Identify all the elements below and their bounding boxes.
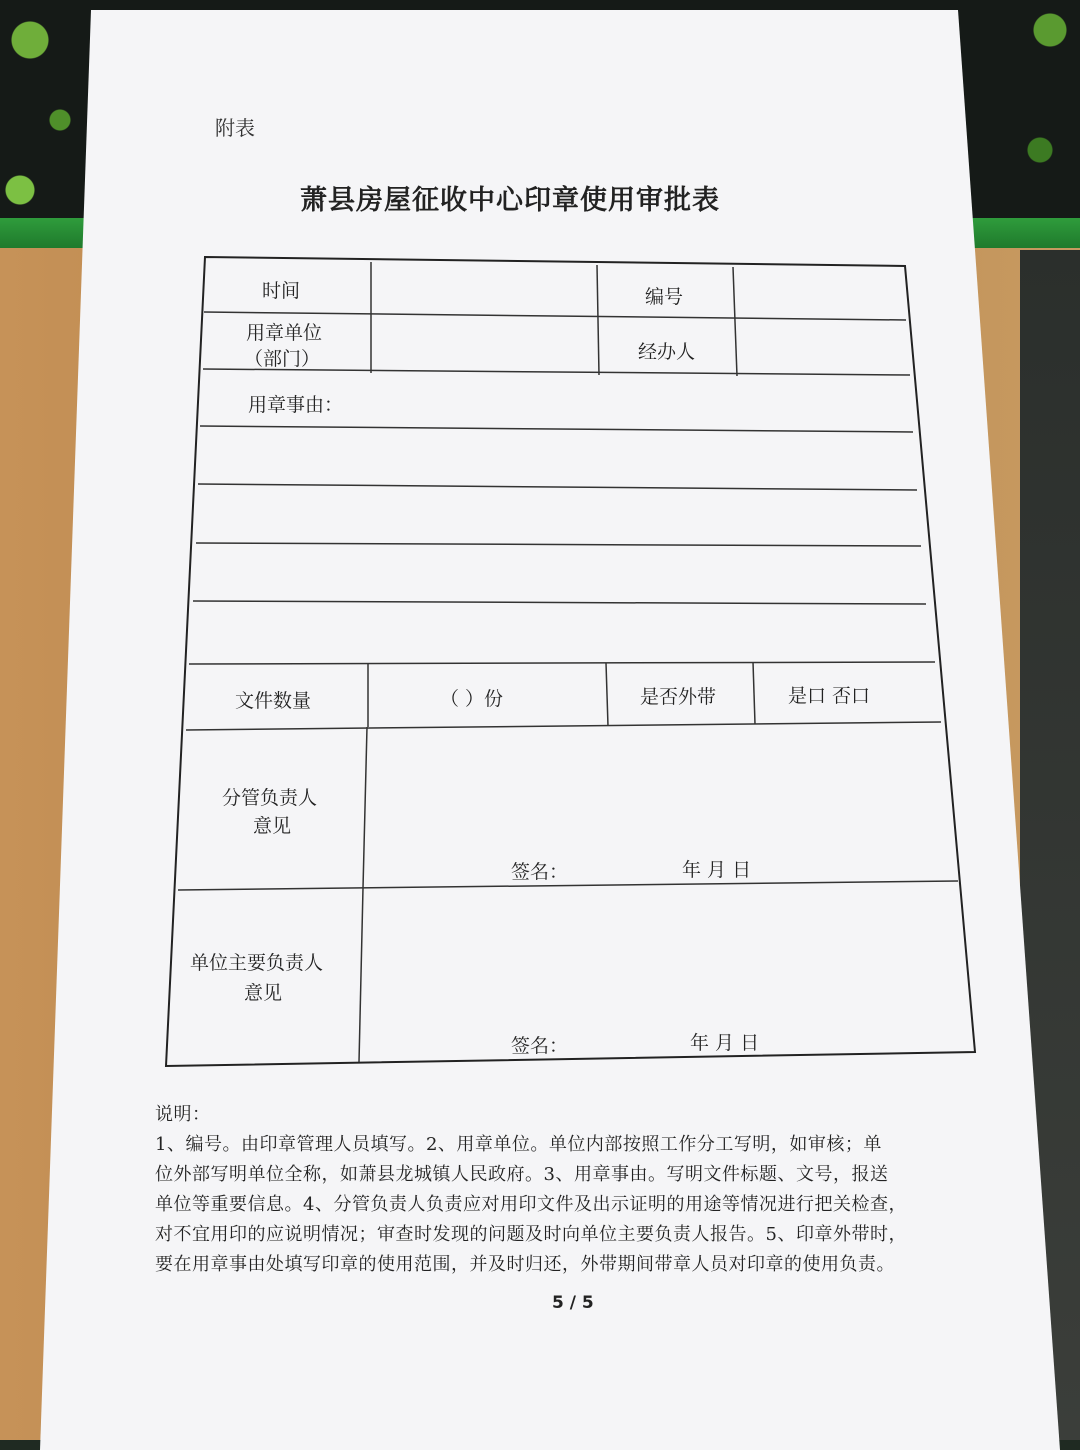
file-count-label: 文件数量 — [235, 690, 312, 712]
notes-line: 位外部写明单位全称，如萧县龙城镇人民政府。3、用章事由。写明文件标题、文号，报送 — [155, 1164, 889, 1185]
page-number: 5 / 5 — [552, 1293, 594, 1313]
take-out-options: 是口 否口 — [788, 685, 871, 707]
head-date-label: 年 月 日 — [690, 1032, 760, 1054]
reason-label: 用章事由： — [248, 394, 344, 416]
file-count-value: （ ）份 — [440, 688, 504, 710]
document-title: 萧县房屋征收中心印章使用审批表 — [300, 185, 720, 216]
notes-title: 说明： — [155, 1104, 211, 1125]
notes-section — [155, 1100, 970, 1280]
supervisor-opinion-line2: 意见 — [253, 815, 292, 837]
head-signature-label: 签名： — [511, 1035, 569, 1057]
unit-label-line2: （部门） — [244, 348, 321, 370]
head-opinion-line2: 意见 — [244, 982, 283, 1004]
notes-line: 要在用章事由处填写印章的使用范围，并及时归还，外带期间带章人员对印章的使用负责。 — [155, 1254, 895, 1275]
time-label: 时间 — [262, 280, 301, 302]
notes-line: 1、编号。由印章管理人员填写。2、用章单位。单位内部按照工作分工写明，如审核；单 — [155, 1134, 882, 1155]
notes-line: 单位等重要信息。4、分管负责人负责应对用印文件及出示证明的用途等情况进行把关检查， — [155, 1194, 907, 1215]
take-out-label: 是否外带 — [640, 686, 717, 708]
number-label: 编号 — [645, 286, 684, 308]
notes-line: 对不宜用印的应说明情况；审查时发现的问题及时向单位主要负责人报告。5、印章外带时， — [155, 1224, 907, 1245]
handler-label: 经办人 — [638, 341, 696, 363]
supervisor-opinion-line1: 分管负责人 — [222, 787, 318, 809]
supervisor-signature-label: 签名： — [511, 861, 569, 883]
supervisor-date-label: 年 月 日 — [682, 859, 752, 881]
head-opinion-line1: 单位主要负责人 — [190, 952, 324, 974]
unit-label-line1: 用章单位 — [246, 322, 323, 344]
appendix-label: 附表 — [215, 116, 255, 140]
